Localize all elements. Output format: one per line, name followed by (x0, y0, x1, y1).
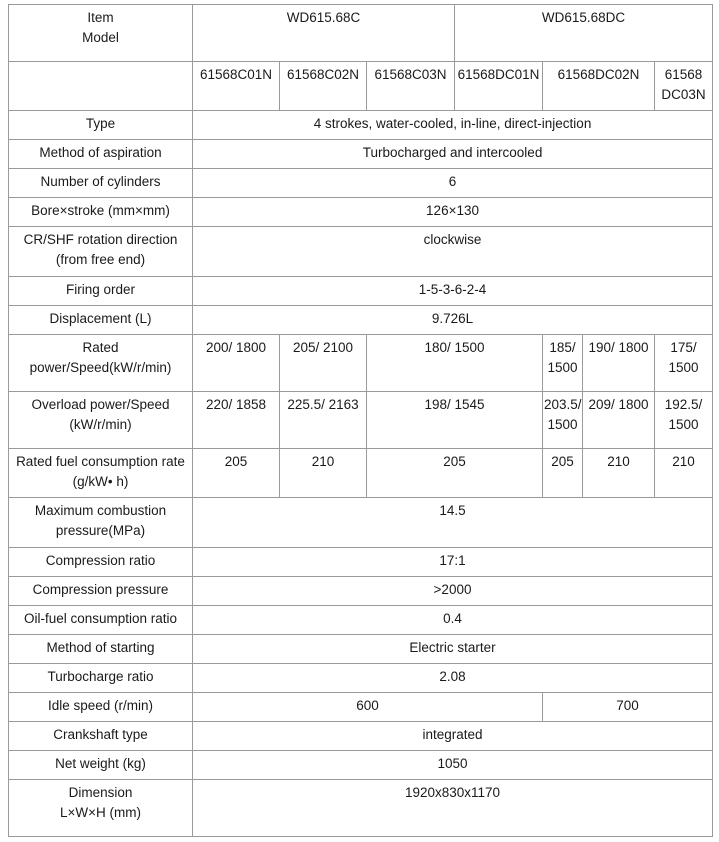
row-label: Compression pressure (9, 577, 193, 606)
group-dc-header: WD615.68DC (455, 5, 713, 62)
row-label: Compression ratio (9, 548, 193, 577)
dimension-label-cell (9, 780, 193, 837)
group-c-header: WD615.68C (193, 5, 455, 62)
dimension-row (9, 780, 713, 837)
row-value: integrated (193, 722, 713, 751)
header-row (9, 5, 713, 62)
row-label: Crankshaft type (9, 722, 193, 751)
model-codes-label (9, 62, 193, 111)
overload-value: 225.5/ 2163 (280, 392, 367, 449)
row-value: 4 strokes, water-cooled, in-line, direct-injection (193, 111, 713, 140)
item-model-cell (9, 5, 193, 62)
row-value: 6 (193, 169, 713, 198)
overload-value: 220/ 1858 (193, 392, 280, 449)
compression-ratio-row (9, 548, 713, 577)
rotation-row (9, 227, 713, 277)
bore-stroke-row (9, 198, 713, 227)
rated-power-value: 190/ 1800 (583, 335, 655, 392)
row-value: 17:1 (193, 548, 713, 577)
fuel-rate-value: 205 (543, 449, 583, 498)
rated-power-value: 205/ 2100 (280, 335, 367, 392)
row-value: 0.4 (193, 606, 713, 635)
model-code: 61568DC02N (543, 62, 655, 111)
row-value: clockwise (193, 227, 713, 277)
row-value: >2000 (193, 577, 713, 606)
model-label: Model (82, 30, 119, 45)
model-code: 61568C02N (280, 62, 367, 111)
row-value: 1050 (193, 751, 713, 780)
fuel-rate-value: 205 (193, 449, 280, 498)
row-label: Maximum combustion pressure(MPa) (9, 498, 193, 548)
overload-value: 203.5/ 1500 (543, 392, 583, 449)
row-label: Rated fuel consumption rate (g/kW• h) (9, 449, 193, 498)
idle-speed-value: 700 (543, 693, 713, 722)
overload-power-row (9, 392, 713, 449)
row-label: Number of cylinders (9, 169, 193, 198)
row-value: 2.08 (193, 664, 713, 693)
crankshaft-row (9, 722, 713, 751)
model-code: 61568C01N (193, 62, 280, 111)
aspiration-row (9, 140, 713, 169)
dimension-units: L×W×H (mm) (60, 805, 141, 820)
row-label: Overload power/Speed (kW/r/min) (9, 392, 193, 449)
row-value: Electric starter (193, 635, 713, 664)
net-weight-row (9, 751, 713, 780)
compression-pressure-row (9, 577, 713, 606)
row-label: Type (9, 111, 193, 140)
row-value: 126×130 (193, 198, 713, 227)
oil-fuel-row (9, 606, 713, 635)
starting-method-row (9, 635, 713, 664)
cylinders-row (9, 169, 713, 198)
dimension-label: Dimension (68, 785, 133, 800)
displacement-row (9, 306, 713, 335)
model-codes-row (9, 62, 713, 111)
row-label: Rated power/Speed(kW/r/min) (9, 335, 193, 392)
combustion-pressure-row (9, 498, 713, 548)
row-label: Displacement (L) (9, 306, 193, 335)
overload-value: 192.5/ 1500 (655, 392, 713, 449)
row-label: Firing order (9, 277, 193, 306)
row-label: Method of starting (9, 635, 193, 664)
spec-table (8, 4, 713, 837)
overload-value: 209/ 1800 (583, 392, 655, 449)
model-code: 61568 DC03N (655, 62, 713, 111)
row-label: CR/SHF rotation direction (from free end) (9, 227, 193, 277)
row-value: 9.726L (193, 306, 713, 335)
fuel-rate-value: 210 (583, 449, 655, 498)
overload-value: 198/ 1545 (367, 392, 543, 449)
fuel-rate-value: 210 (655, 449, 713, 498)
model-code: 61568C03N (367, 62, 455, 111)
model-code: 61568DC01N (455, 62, 543, 111)
rated-power-row (9, 335, 713, 392)
rated-power-value: 180/ 1500 (367, 335, 543, 392)
type-row (9, 111, 713, 140)
fuel-rate-row (9, 449, 713, 498)
row-label: Idle speed (r/min) (9, 693, 193, 722)
fuel-rate-value: 210 (280, 449, 367, 498)
row-label: Net weight (kg) (9, 751, 193, 780)
rated-power-value: 175/ 1500 (655, 335, 713, 392)
row-value: 1920x830x1170 (193, 780, 713, 837)
row-label: Oil-fuel consumption ratio (9, 606, 193, 635)
idle-speed-row (9, 693, 713, 722)
row-label: Turbocharge ratio (9, 664, 193, 693)
row-value: 1-5-3-6-2-4 (193, 277, 713, 306)
row-label: Method of aspiration (9, 140, 193, 169)
idle-speed-value: 600 (193, 693, 543, 722)
row-value: 14.5 (193, 498, 713, 548)
rated-power-value: 200/ 1800 (193, 335, 280, 392)
fuel-rate-value: 205 (367, 449, 543, 498)
firing-order-row (9, 277, 713, 306)
row-value: Turbocharged and intercooled (193, 140, 713, 169)
turbo-ratio-row (9, 664, 713, 693)
rated-power-value: 185/ 1500 (543, 335, 583, 392)
item-label: Item (87, 10, 114, 25)
row-label: Bore×stroke (mm×mm) (9, 198, 193, 227)
